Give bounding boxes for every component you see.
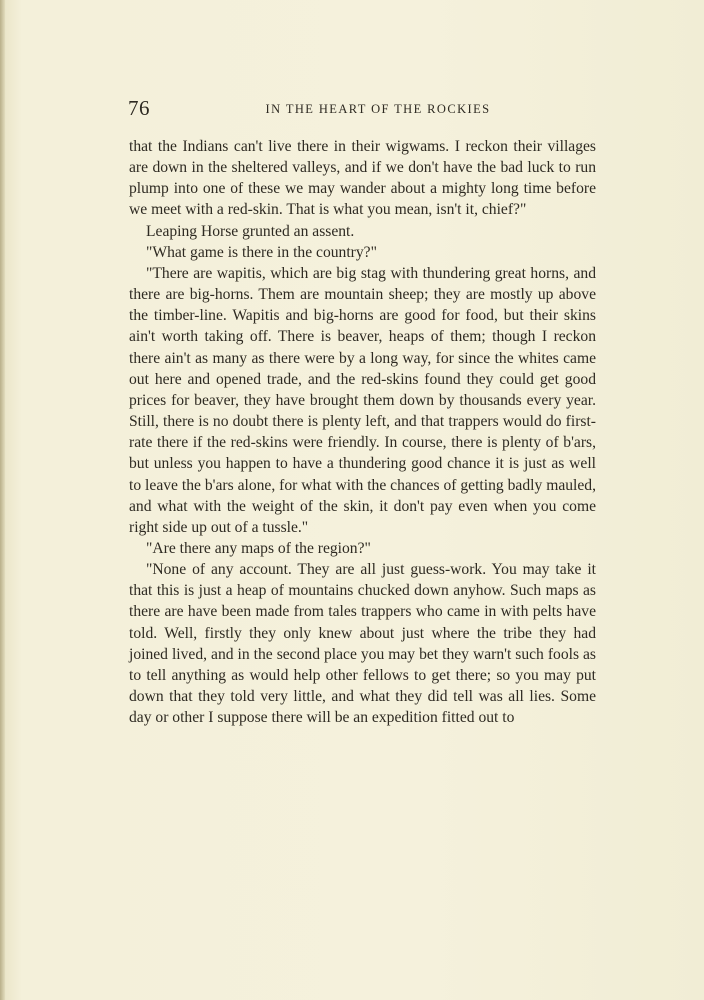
running-title: IN THE HEART OF THE ROCKIES [265,102,491,116]
paragraph-continued: that the Indians can't live there in their wigwams. I reckon their villages are down in the sheltered valleys, and if we don't have the bad luck to run plump into one of these we may wander about a mighty long time before we meet with a red-skin. That is what you mean, isn't it, chief?" [129,138,596,219]
page-header [128,96,598,126]
paragraph: "What game is there in the country?" [146,243,377,261]
paragraph: "There are wapitis, which are big stag with thundering great horns, and there are big-horns. Them are mountain sheep; they are mostly up above the timber-line. Wapitis and big-horns are good for food, but their skins ain't worth taking off. There is beaver, heaps of them; though I reckon there ain't as many as there were by a long way, for since the whites came out here and opened trade, and the red-skins found they could get good prices for beaver, they have brought them down by thousands every year. Still, there is no doubt there is plenty left, and that trappers would do first-rate there if the red-skins were friendly. In course, there is plenty of b'ars, but unless you happen to have a thundering good chance it is just as well to leave the b'ars alone, for what with the chances of getting badly mauled, and what with the weight of the skin, it don't pay even when you come right side up out of a tussle." [129,264,596,536]
page-gutter [0,0,5,1000]
paragraph: "None of any account. They are all just guess-work. You may take it that this is just a heap of mountains chucked down anyhow. Such maps as there are have been made from tales trappers who came in with pelts have told. Well, firstly they only knew about just where the tribe they had joined lived, and in the second place you may bet they warn't such fools as to tell anything as would help other fellows to get there; so you may put down that they told very little, and what they did tell was all lies. Some day or other I suppose there will be an expedition fitted out to [129,561,596,727]
page-number: 76 [128,96,150,120]
paragraph: "Are there any maps of the region?" [146,539,371,557]
body-text [129,136,596,728]
paragraph: Leaping Horse grunted an assent. [146,222,355,240]
